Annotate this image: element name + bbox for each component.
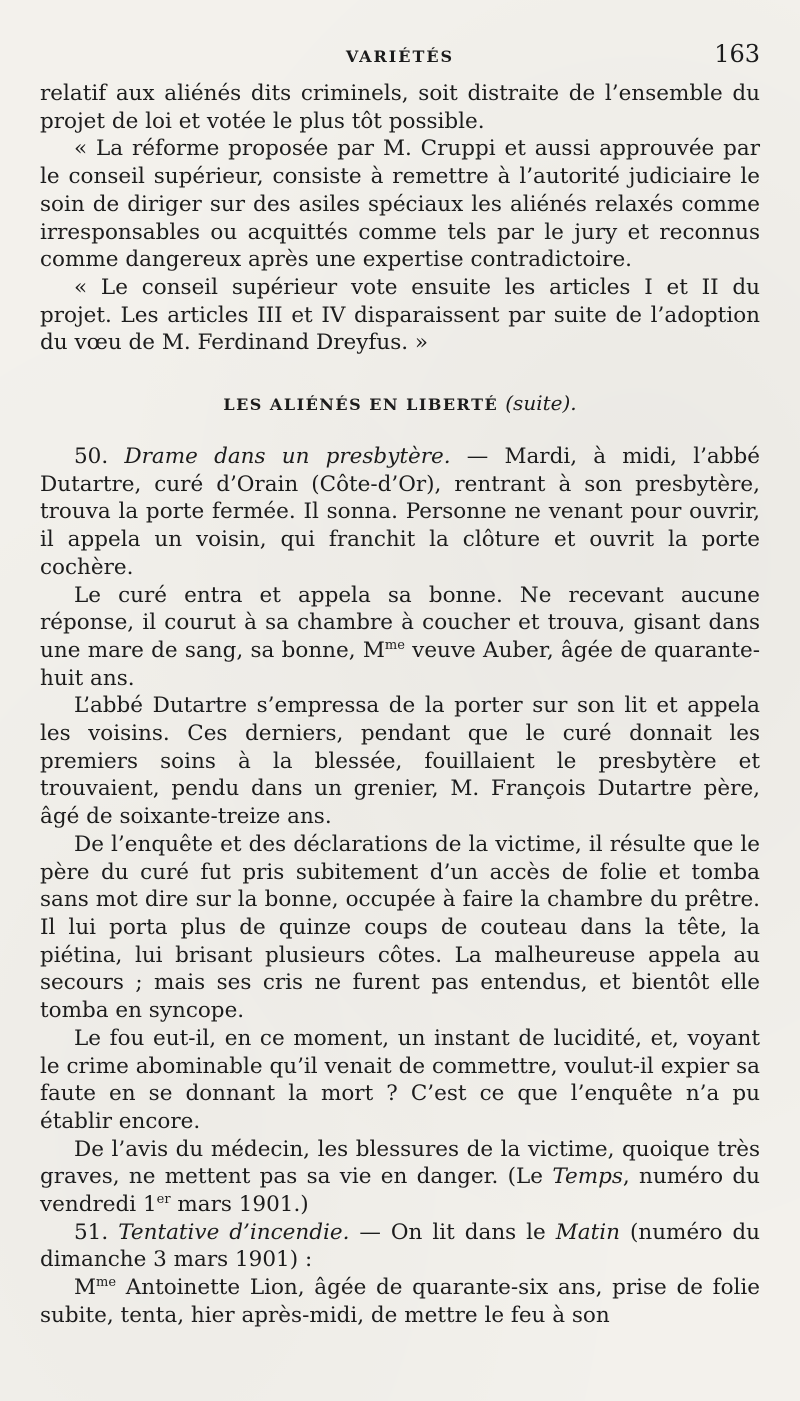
paragraph-reform-quote: « La réforme proposée par M. Cruppi et aussi approuvée par le conseil supérieur, consiste à remettre à l’autorité judiciaire le soin de diriger sur des asiles spéciaux les aliénés relaxés comme irresponsables ou acquittés comme tels par le jury et reconnus comme dangereux après une expertise contradictoire.: [40, 136, 760, 273]
paragraph-continuation: relatif aux aliénés dits criminels, soit distraite de l’ensemble du projet de loi et votée le plus tôt possible.: [40, 81, 760, 134]
page-number: 163: [714, 40, 760, 68]
item-50-paragraph-2: [40, 582, 760, 693]
item-50-title: Drame dans un presbytère.: [124, 444, 451, 470]
item-51-title: Tentative d’incendie.: [118, 1219, 350, 1245]
item-50-paragraph-4: De l’enquête et des déclarations de la victime, il résulte que le père du curé fut pris subitement d’un accès de folie et tomba sans mot dire sur la bonne, occupée à faire la chambre du prêtre. Il lui porta plus de quinze coups de couteau dans la tête, la piétina, lui brisant plusieurs côtes. La malheureuse appela au secours ; mais ses cris ne furent pas entendus, et bientôt elle tomba en syncope.: [40, 831, 760, 1024]
item-51-number: 51.: [74, 1219, 109, 1245]
running-header: [40, 40, 760, 74]
item-50-number: 50.: [74, 444, 109, 470]
item-50-paragraph-3: L’abbé Dutartre s’empressa de la porter sur son lit et appela les voisins. Ces derniers, pendant que le curé donnait les premiers soins à la blessée, fouillaient le presbytère et trouvaient, pendu dans un grenier, M. François Dutartre père, âgé de soixante-treize ans.: [40, 693, 760, 830]
paragraph-council-vote: « Le conseil supérieur vote ensuite les articles I et II du projet. Les articles III et IV disparaissent par suite de l’adoption du vœu de M. Ferdinand Dreyfus. »: [40, 274, 760, 356]
item-50-p2-text-end: veuve Auber, âgée de quarante-huit ans.: [40, 637, 760, 691]
item-50-p6-source: Temps: [552, 1164, 623, 1190]
item-50-p2-text: Le curé entra et appela sa bonne. Ne recevant aucune réponse, il courut à sa chambre à coucher et trouva, gisant dans une mare de sang, sa bonne, M: [40, 582, 760, 663]
item-51-p2-prefix: M: [74, 1275, 97, 1301]
item-51-p2-sup: me: [96, 1275, 117, 1291]
section-heading: [40, 391, 760, 417]
item-50-p6-text: De l’avis du médecin, les blessures de la victime, quoique très graves, ne mettent pas sa vie en danger. (Le: [40, 1136, 760, 1190]
item-51-paragraph-2: [40, 1274, 760, 1329]
item-50-p6-end: mars 1901.): [170, 1192, 309, 1218]
item-51-intro: [40, 1219, 760, 1274]
item-50-intro: [40, 443, 760, 582]
item-50-p6-sup: er: [156, 1192, 171, 1208]
section-heading-suite: (suite).: [505, 391, 577, 416]
item-50-paragraph-6: [40, 1136, 760, 1219]
item-50-p6-middle: , numéro du vendredi 1: [40, 1164, 760, 1218]
item-51-p2-text: Antoinette Lion, âgée de quarante-six ans, prise de folie subite, tenta, hier après-midi, de mettre le feu à son: [40, 1275, 760, 1328]
item-51-intro-text: — On lit dans le: [359, 1219, 556, 1245]
item-50-intro-text: — Mardi, à midi, l’abbé Dutartre, curé d’Orain (Côte-d’Or), rentrant à son presbytère, trouva la porte fermée. Il sonna. Personne ne venant pour ouvrir, il appela un voisin, qui franchit la clôture et ouvrit la porte cochère.: [40, 444, 760, 580]
body-text: [40, 80, 760, 1330]
item-51-intro-end: (numéro du dimanche 3 mars 1901) :: [40, 1219, 760, 1273]
item-50-p2-sup: me: [384, 637, 405, 653]
running-title: VARIÉTÉS: [345, 47, 455, 66]
item-50-paragraph-5: Le fou eut-il, en ce moment, un instant de lucidité, et, voyant le crime abominable qu’il venait de commettre, voulut-il expier sa faute en se donnant la mort ? C’est ce que l’enquête n’a pu établir encore.: [40, 1025, 760, 1134]
section-heading-title: LES ALIÉNÉS EN LIBERTÉ: [223, 395, 499, 415]
item-51-source: Matin: [555, 1219, 620, 1245]
